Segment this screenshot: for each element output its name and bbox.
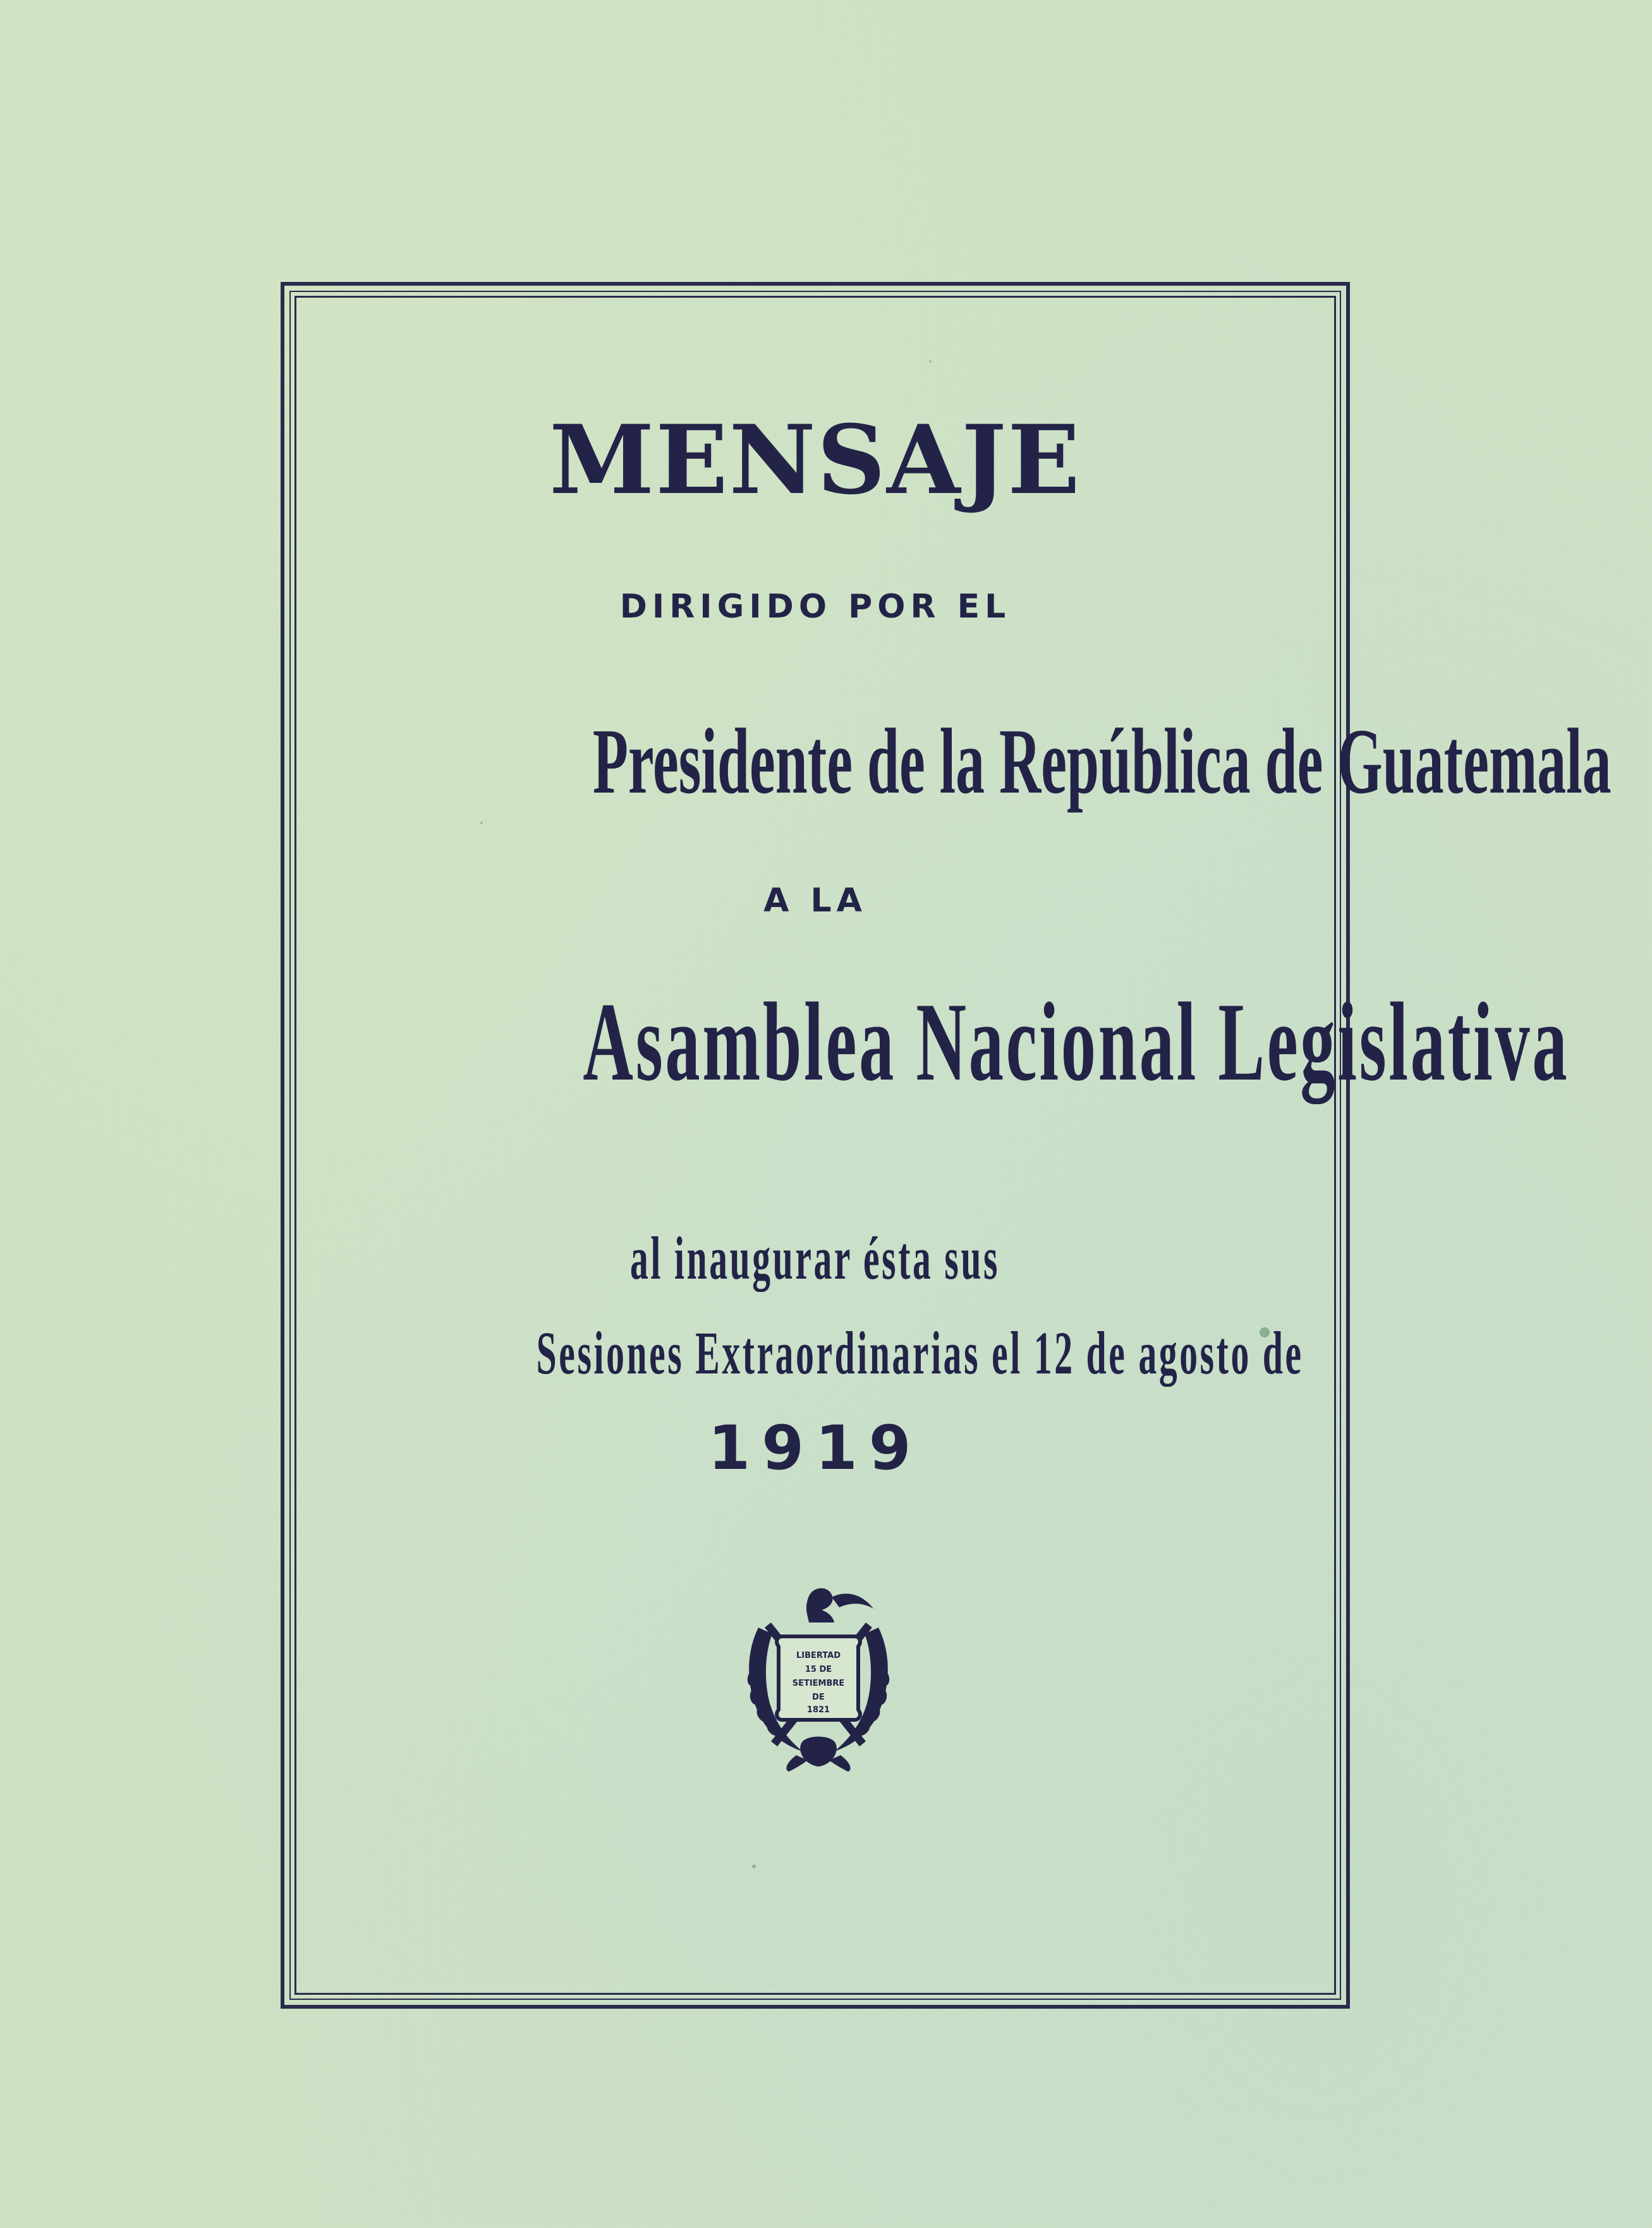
svg-text:LIBERTAD: LIBERTAD — [796, 1651, 841, 1660]
subtitle-dirigido: DIRIGIDO POR EL — [619, 588, 1011, 626]
svg-text:1821: 1821 — [806, 1705, 830, 1715]
recipient-line — [281, 977, 1570, 1107]
author-line — [281, 708, 1612, 815]
occasion-text-1: al inaugurar ésta sus — [630, 1224, 1000, 1292]
svg-text:15 DE: 15 DE — [805, 1665, 832, 1674]
occasion-text-2: Sesiones Extraordinarias el 12 de agosto de — [536, 1319, 1304, 1387]
svg-text:SETIEMBRE: SETIEMBRE — [792, 1679, 845, 1688]
document-title: MENSAJE — [549, 405, 1081, 516]
recipient-text: Asamblea Nacional Legislativa — [583, 979, 1570, 1104]
svg-text:DE: DE — [812, 1693, 825, 1702]
occasion-line-1 — [281, 1223, 1350, 1293]
coat-of-arms-icon — [733, 1583, 904, 1773]
connector-a-la: A LA — [763, 882, 867, 920]
document-year: 1919 — [708, 1413, 923, 1483]
occasion-line-2 — [281, 1318, 1350, 1388]
author-text: Presidente de la República de Guatemala — [592, 710, 1612, 813]
